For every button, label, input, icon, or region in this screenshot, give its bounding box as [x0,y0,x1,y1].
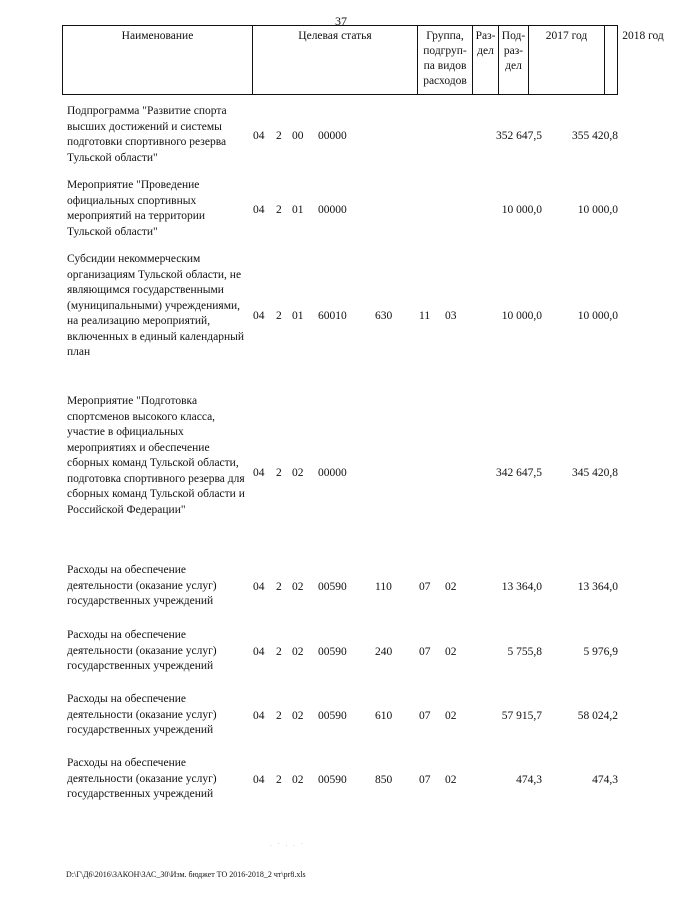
code-event: 02 [292,646,304,658]
code-direction: 00590 [318,581,347,593]
code-subprogram: 2 [276,646,282,658]
subsection-code: 03 [445,310,457,322]
row-name: Субсидии некоммерческим организациям Тульской области, не являющимся государственными (муниципальными) учреждениями, на реализацию мероприятий, включенных в единый календарный план [67,253,244,358]
file-path-footer: D:\Г\Д6\2016\ЗАКОН\ЗАС_30\Изм. бюджет ТО 2016-2018_2 чт\pr8.xls [66,870,306,879]
section-code: 07 [419,710,431,722]
code-program: 04 [253,310,265,322]
code-direction: 00590 [318,646,347,658]
row-name: Подпрограмма "Развитие спорта высших достижений и системы подготовки спортивного резерва Тульской области" [67,105,227,164]
table-row [0,394,640,554]
header-subsection: Под- раз- дел [499,26,529,94]
row-name: Расходы на обеспечение деятельности (оказание услуг) государственных учреждений [67,693,217,736]
code-direction: 00590 [318,774,347,786]
value-2017: 474,3 [516,774,542,786]
section-code: 07 [419,581,431,593]
code-subprogram: 2 [276,310,282,322]
row-name: Мероприятие "Проведение официальных спортивных мероприятий на территории Тульской области" [67,179,206,238]
subsection-code: 02 [445,581,457,593]
section-code: 07 [419,774,431,786]
code-direction: 00590 [318,710,347,722]
value-2018: 474,3 [592,774,618,786]
section-code: 07 [419,646,431,658]
section-code: 11 [419,310,431,322]
table-header [62,25,664,95]
group-code: 630 [375,310,393,322]
code-direction: 60010 [318,310,347,322]
code-direction: 00000 [318,204,347,216]
value-2017: 13 364,0 [501,581,542,593]
value-2017: 10 000,0 [501,204,542,216]
value-2017: 342 647,5 [496,467,542,479]
code-event: 01 [292,310,304,322]
header-name: Наименование [63,26,253,94]
group-code: 850 [375,774,393,786]
value-2017: 10 000,0 [501,310,542,322]
table-row [0,104,640,170]
value-2018: 58 024,2 [577,710,618,722]
table-row [0,252,640,382]
row-name: Расходы на обеспечение деятельности (оказание услуг) государственных учреждений [67,564,217,607]
page-number: 37 [335,14,347,28]
value-2018: 5 976,9 [583,646,618,658]
subsection-code: 02 [445,646,457,658]
scan-artifact: . · . . · [270,840,305,848]
value-2018: 345 420,8 [572,467,618,479]
code-program: 04 [253,130,265,142]
code-event: 02 [292,467,304,479]
code-subprogram: 2 [276,204,282,216]
code-direction: 00000 [318,467,347,479]
header-group: Группа, подгруп- па видов расходов [418,26,473,94]
code-event: 02 [292,774,304,786]
table-row [0,628,640,678]
code-event: 01 [292,204,304,216]
header-target-article: Целевая статья [253,26,418,94]
row-name: Расходы на обеспечение деятельности (оказание услуг) государственных учреждений [67,629,217,672]
subsection-code: 02 [445,710,457,722]
code-subprogram: 2 [276,130,282,142]
table-row [0,692,640,742]
code-program: 04 [253,204,265,216]
header-2017: 2017 год [529,26,605,94]
value-2018: 10 000,0 [577,204,618,216]
code-program: 04 [253,581,265,593]
table-row [0,178,640,244]
header-section: Раз- дел [473,26,499,94]
value-2018: 10 000,0 [577,310,618,322]
header-2018: 2018 год [622,30,664,42]
code-event: 02 [292,710,304,722]
code-event: 02 [292,581,304,593]
value-2017: 352 647,5 [496,130,542,142]
code-subprogram: 2 [276,710,282,722]
code-direction: 00000 [318,130,347,142]
table-row [0,756,640,806]
group-code: 110 [375,581,392,593]
subsection-code: 02 [445,774,457,786]
code-program: 04 [253,467,265,479]
code-subprogram: 2 [276,581,282,593]
group-code: 610 [375,710,393,722]
group-code: 240 [375,646,393,658]
code-program: 04 [253,646,265,658]
code-subprogram: 2 [276,774,282,786]
value-2018: 13 364,0 [577,581,618,593]
code-program: 04 [253,710,265,722]
value-2017: 57 915,7 [501,710,542,722]
code-program: 04 [253,774,265,786]
value-2018: 355 420,8 [572,130,618,142]
code-event: 00 [292,130,304,142]
row-name: Расходы на обеспечение деятельности (оказание услуг) государственных учреждений [67,757,217,800]
table-row [0,563,640,613]
value-2017: 5 755,8 [507,646,542,658]
code-subprogram: 2 [276,467,282,479]
row-name: Мероприятие "Подготовка спортсменов высокого класса, участие в официальных мероприятиях и обеспечение сборных команд Тульской области, подготовка спортивного резерва для сборных команд Тульской области и Российской Федерации" [67,395,245,516]
